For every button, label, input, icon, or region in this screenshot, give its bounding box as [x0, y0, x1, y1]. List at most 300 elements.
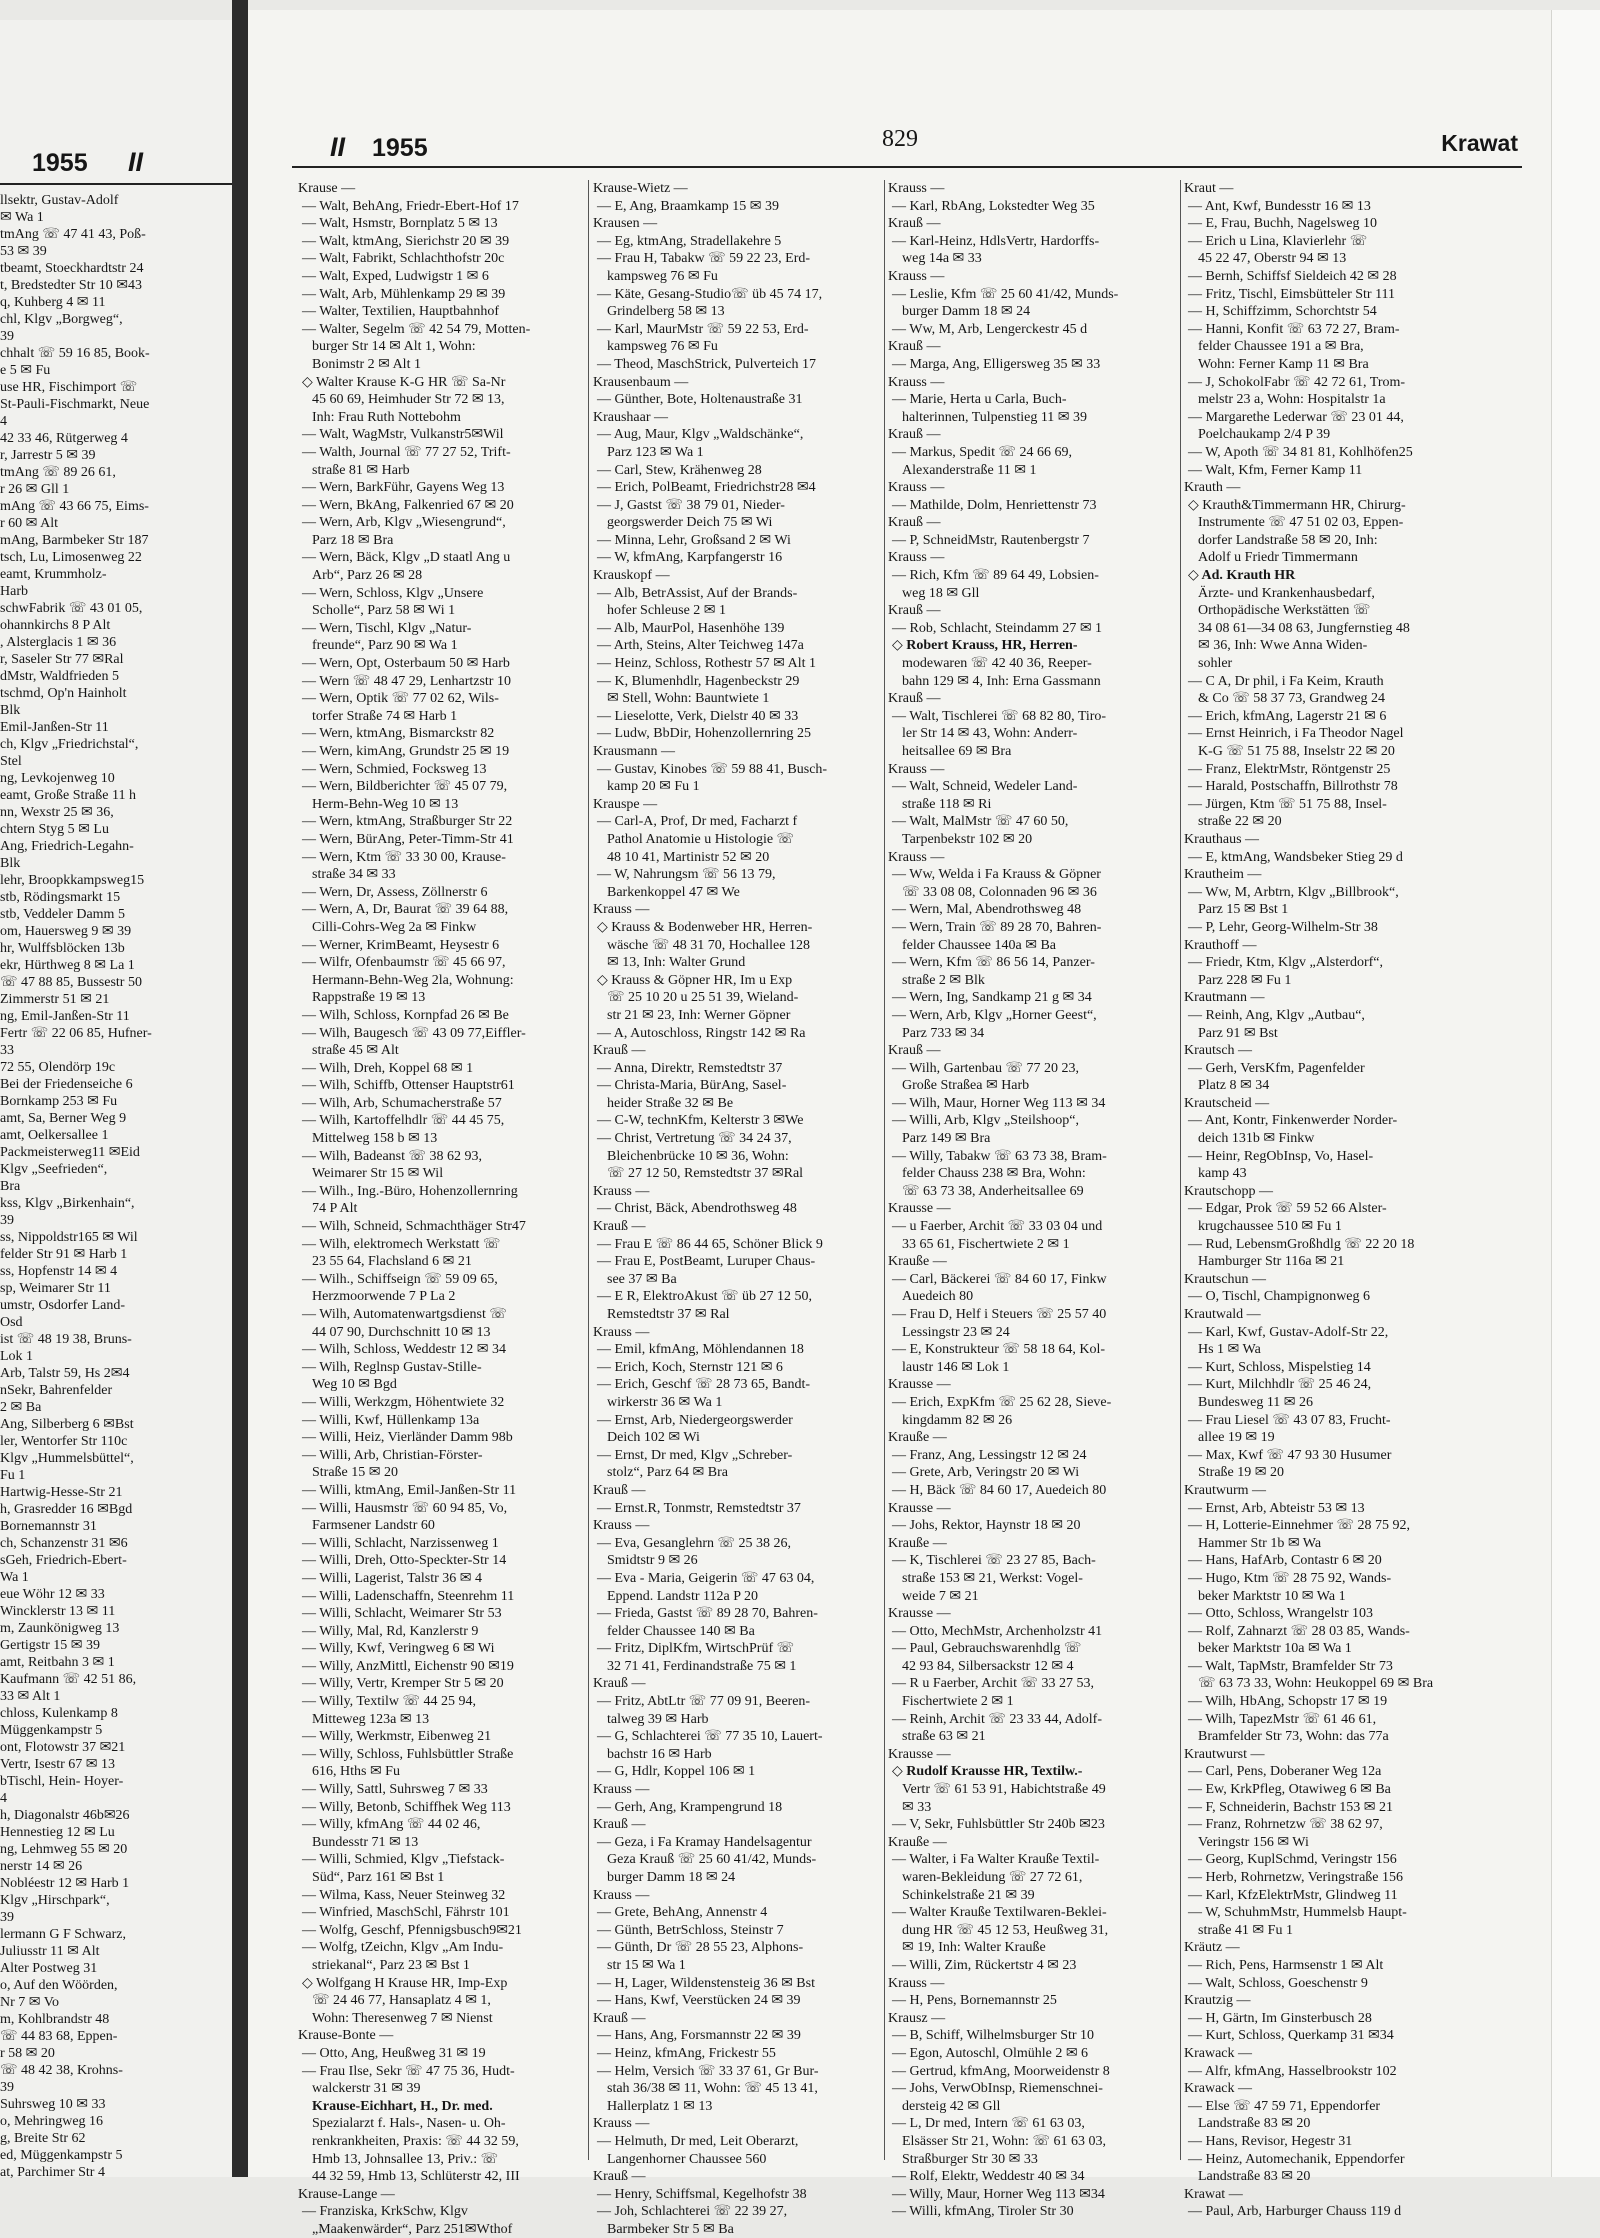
directory-column-1	[298, 180, 583, 2237]
directory-entry-line: — Geza, i Fa Kramay Handelsagentur	[597, 1834, 812, 1850]
directory-entry-line: Krausse —	[888, 1201, 951, 1217]
directory-entry-line: Krauss —	[888, 761, 945, 777]
directory-entry-line: Krauß —	[888, 339, 941, 355]
directory-entry-line: ✉ 19, Inh: Walter Krauße	[902, 1940, 1046, 1956]
left-page-line: amt, Reitbahn 3 ✉ 1	[0, 1655, 115, 1670]
directory-entry-line: — Wilh, TapezMstr ☏ 61 46 61,	[1188, 1711, 1377, 1727]
directory-entry-line: ◇ Krauth&Timmermann HR, Chirurg-	[1188, 497, 1406, 513]
directory-entry-line: „Maakenwärder“, Parz 251✉Wthof	[312, 2221, 513, 2237]
directory-entry-line: — Franz, Rohrnetzw ☏ 38 62 97,	[1188, 1817, 1383, 1833]
directory-entry-line: Krauße —	[888, 1834, 947, 1850]
directory-entry-line: wäsche ☏ 48 31 70, Hochallee 128	[607, 937, 810, 953]
left-page-line: at, Parchimer Str 4	[0, 2165, 105, 2180]
directory-entry-line: Krauthoff —	[1184, 937, 1257, 953]
directory-entry-line: Langenhorner Chaussee 560	[607, 2151, 767, 2167]
directory-entry-line: — Paul, Gebrauchswarenhdlg ☏	[892, 1641, 1082, 1657]
directory-entry-line: Krauss —	[888, 480, 945, 496]
directory-entry-line: — E, Ang, Braamkamp 15 ✉ 39	[597, 198, 780, 214]
directory-entry-line: — Joh, Schlachterei ☏ 22 39 27,	[597, 2204, 788, 2220]
directory-entry-line: beker Marktstr 10a ✉ Wa 1	[1198, 1641, 1352, 1657]
directory-entry-line: — Wern, A, Dr, Baurat ☏ 39 64 88,	[302, 902, 509, 918]
directory-entry-line: — Wilh, Schiffb, Ottenser Hauptstr61	[302, 1078, 515, 1094]
directory-entry-line: Lessingstr 23 ✉ 24	[902, 1324, 1010, 1340]
directory-entry-line: Krauss —	[593, 902, 650, 918]
directory-entry-line: laustr 146 ✉ Lok 1	[902, 1359, 1010, 1375]
directory-entry-line: Grindelberg 58 ✉ 13	[607, 304, 725, 320]
directory-entry-line: — Ernst, Arb, Abteistr 53 ✉ 13	[1188, 1500, 1365, 1516]
directory-entry-line: 74 P Alt	[312, 1201, 358, 1217]
left-page-line: r 26 ✉ Gll 1	[0, 482, 70, 497]
directory-entry-line: burger Damm 18 ✉ 24	[607, 1870, 736, 1885]
directory-entry-line: Krautscheid —	[1184, 1095, 1270, 1111]
left-page-line: Suhrsweg 10 ✉ 33	[0, 2097, 106, 2112]
left-page-line: Hartwig-Hesse-Str 21	[0, 1485, 123, 1500]
directory-entry-line: ☏ 33 08 08, Colonnaden 96 ✉ 36	[902, 884, 1097, 900]
directory-entry-line: Krautschopp —	[1184, 1183, 1274, 1199]
directory-entry-line: Ärzte- und Krankenhausbedarf,	[1198, 585, 1375, 601]
directory-entry-line: ☏ 63 73 38, Anderheitsallee 69	[902, 1183, 1084, 1199]
directory-entry-line: Krauß —	[888, 603, 941, 619]
directory-entry-line: — Wern, Kfm ☏ 86 56 14, Panzer-	[892, 955, 1095, 971]
directory-entry-line: — C A, Dr phil, i Fa Keim, Krauth	[1188, 673, 1384, 689]
left-page-line: tmAng ☏ 47 41 43, Poß-	[0, 227, 146, 242]
directory-entry-line: — Wolfg, tZeichn, Klgv „Am Indu-	[302, 1940, 504, 1956]
left-page-line: Bornemannstr 31	[0, 1519, 97, 1534]
directory-entry-line: — Willi, Heiz, Vierländer Damm 98b	[302, 1430, 513, 1446]
directory-entry-line: — Arth, Steins, Alter Teichweg 147a	[597, 638, 804, 654]
left-page-line: Wincklerstr 13 ✉ 11	[0, 1604, 116, 1619]
directory-entry-line: Remstedtstr 37 ✉ Ral	[607, 1307, 730, 1322]
left-page-line: 39	[0, 1910, 14, 1925]
directory-entry-line: Spezialarzt f. Hals-, Nasen- u. Oh-	[312, 2116, 506, 2132]
directory-entry-line: — Wern, Mal, Abendrothsweg 48	[892, 902, 1082, 918]
left-page-line: chhalt ☏ 59 16 85, Book-	[0, 346, 150, 361]
directory-entry-line: — Fritz, DiplKfm, WirtschPrüf ☏	[597, 1641, 795, 1657]
directory-entry-line: wirkerstr 36 ✉ Wa 1	[607, 1394, 723, 1410]
left-page-line: ekr, Hürthweg 8 ✉ La 1	[0, 958, 135, 973]
left-page-line: Vertr, Isestr 67 ✉ 13	[0, 1757, 115, 1772]
directory-entry-line: — Wern, ktmAng, Bismarckstr 82	[302, 726, 495, 742]
directory-entry-line: — Johs, Rektor, Haynstr 18 ✉ 20	[892, 1518, 1081, 1534]
directory-entry-line: — E R, ElektroAkust ☏ üb 27 12 50,	[597, 1289, 813, 1305]
directory-entry-line: Parz 18 ✉ Bra	[312, 532, 394, 548]
directory-entry-line: — Eva - Maria, Geigerin ☏ 47 63 04,	[597, 1570, 815, 1586]
directory-entry-line: Poelchaukamp 2/4 P 39	[1198, 427, 1331, 443]
directory-entry-line: — Günth, Dr ☏ 28 55 23, Alphons-	[597, 1940, 804, 1956]
directory-entry-line: Krause-Bonte —	[298, 2028, 394, 2044]
directory-entry-line: see 37 ✉ Ba	[607, 1271, 677, 1287]
directory-entry-line: — L, Dr med, Intern ☏ 61 63 03,	[892, 2116, 1085, 2132]
directory-entry-line: 32 71 41, Ferdinandstraße 75 ✉ 1	[607, 1658, 797, 1674]
directory-entry-line: ☏ 27 12 50, Remstedtstr 37 ✉Ral	[607, 1166, 804, 1182]
directory-entry-line: — Walt, Tischlerei ☏ 68 82 80, Tiro-	[892, 708, 1107, 724]
left-page-line: Packmeisterweg11 ✉Eid	[0, 1145, 140, 1160]
directory-entry-line: walckerstr 31 ✉ 39	[312, 2081, 421, 2097]
directory-entry-line: Platz 8 ✉ 34	[1198, 1078, 1270, 1094]
directory-entry-line: — Hans, Kwf, Veerstücken 24 ✉ 39	[597, 1993, 801, 2009]
left-page-line: chtern Styg 5 ✉ Lu	[0, 822, 109, 837]
directory-entry-line: — Heinz, Automechanik, Eppendorfer	[1188, 2151, 1405, 2167]
directory-entry-line: — Wilh, Badeanst ☏ 38 62 93,	[302, 1148, 483, 1164]
left-page-line: amt, Sa, Berner Weg 9	[0, 1111, 127, 1126]
directory-entry-line: — Leslie, Kfm ☏ 25 60 41/42, Munds-	[892, 286, 1119, 302]
directory-entry-line: Krauß —	[593, 1043, 646, 1059]
directory-entry-line: Krauth —	[1184, 480, 1241, 496]
left-page-line: ch, Klgv „Friedrichstal“,	[0, 737, 139, 752]
directory-entry-line: Landstraße 83 ✉ 20	[1198, 2116, 1311, 2132]
directory-entry-line: — Jürgen, Ktm ☏ 51 75 88, Insel-	[1188, 796, 1387, 812]
left-page-line: sGeh, Friedrich-Ebert-	[0, 1553, 127, 1568]
directory-entry-line: — Wern, Schloss, Klgv „Unsere	[302, 585, 484, 601]
directory-entry-line: ler Str 14 ✉ 43, Wohn: Anderr-	[902, 726, 1078, 742]
directory-entry-line: — Wern, BkAng, Falkenried 67 ✉ 20	[302, 497, 514, 513]
left-page-line: ont, Flotowstr 37 ✉21	[0, 1740, 126, 1755]
left-page-line: Bra	[0, 1179, 21, 1194]
directory-entry-line: — Willy, Werkmstr, Eibenweg 21	[302, 1729, 492, 1745]
directory-entry-line: Orthopädische Werkstätten ☏	[1198, 603, 1371, 619]
directory-entry-line: — Günth, BetrSchloss, Steinstr 7	[597, 1922, 784, 1938]
directory-entry-line: Krausenbaum —	[593, 374, 689, 390]
directory-entry-line: — Rob, Schlacht, Steindamm 27 ✉ 1	[892, 620, 1103, 636]
directory-entry-line: bachstr 16 ✉ Harb	[607, 1746, 712, 1762]
directory-entry-line: — Walter, Textilien, Hauptbahnhof	[302, 304, 500, 320]
directory-entry-line: — Willi, Dreh, Otto-Speckter-Str 14	[302, 1553, 507, 1569]
directory-entry-line: straße 45 ✉ Alt	[312, 1043, 399, 1059]
directory-entry-line: ◇ Krauss & Bodenweber HR, Herren-	[597, 919, 813, 935]
directory-entry-line: — Wern, Opt, Osterbaum 50 ✉ Harb	[302, 656, 510, 672]
directory-entry-line: — Käte, Gesang-Studio☏ üb 45 74 17,	[597, 286, 823, 302]
left-page-line: felder Str 91 ✉ Harb 1	[0, 1247, 128, 1262]
directory-entry-line: — Mathilde, Dolm, Henriettenstr 73	[892, 497, 1097, 513]
left-page-line: Fertr ☏ 22 06 85, Hufner-	[0, 1026, 152, 1041]
left-page-line: ss, Nippoldstr165 ✉ Wil	[0, 1230, 138, 1245]
directory-entry-line: Vertr ☏ 61 53 91, Habichtstraße 49	[902, 1782, 1106, 1798]
directory-entry-line: — Kurt, Schloss, Querkamp 31 ✉34	[1188, 2028, 1394, 2044]
directory-entry-line: — Wilh., Ing.-Büro, Hohenzollernring	[302, 1183, 518, 1199]
directory-entry-line: — Wern, Arb, Klgv „Wiesengrund“,	[302, 515, 506, 531]
left-page-line: nerstr 14 ✉ 26	[0, 1859, 83, 1874]
directory-entry-line: — Willi, Schmied, Klgv „Tiefstack-	[302, 1852, 505, 1868]
directory-entry-line: Fischertwiete 2 ✉ 1	[902, 1694, 1014, 1710]
directory-entry-line: — Egon, Autoschl, Olmühle 2 ✉ 6	[892, 2045, 1089, 2061]
directory-entry-line: ◇ Robert Krauss, HR, Herren-	[892, 638, 1078, 654]
directory-entry-line: straße 118 ✉ Ri	[902, 796, 992, 812]
directory-entry-line: K-G ☏ 51 75 88, Inselstr 22 ✉ 20	[1198, 744, 1395, 759]
directory-entry-line: Herm-Behn-Weg 10 ✉ 13	[312, 796, 459, 812]
directory-entry-line: — Wilh, Schloss, Kornpfad 26 ✉ Be	[302, 1007, 509, 1023]
directory-entry-line: — Marie, Herta u Carla, Buch-	[892, 392, 1067, 408]
directory-entry-line: — Walt, MalMstr ☏ 47 60 50,	[892, 814, 1069, 830]
directory-entry-line: Cilli-Cohrs-Weg 2a ✉ Finkw	[312, 919, 477, 935]
directory-entry-line: halterinnen, Tulpenstieg 11 ✉ 39	[902, 409, 1088, 425]
directory-entry-line: ◇ Krauss & Göpner HR, Im u Exp	[597, 972, 793, 988]
directory-entry-line: felder Chauss 238 ✉ Bra, Wohn:	[902, 1166, 1086, 1182]
directory-entry-line: — W, SchuhmMstr, Hummelsb Haupt-	[1188, 1905, 1407, 1921]
directory-entry-line: ◇ Wolfgang H Krause HR, Imp-Exp	[302, 1975, 508, 1991]
left-page-line: Ang, Friedrich-Legahn-	[0, 839, 134, 854]
directory-entry-line: — Karl, KfzElektrMstr, Glindweg 11	[1188, 1887, 1398, 1903]
directory-entry-line: — Georg, KuplSchmd, Veringstr 156	[1188, 1852, 1397, 1868]
column-divider	[884, 180, 885, 2160]
directory-entry-line: — Walt, WagMstr, Vulkanstr5✉Wil	[302, 427, 504, 443]
directory-entry-line: torfer Straße 74 ✉ Harb 1	[312, 708, 458, 724]
directory-entry-line: modewaren ☏ 42 40 36, Reeper-	[902, 656, 1092, 672]
directory-entry-line: Krauß —	[593, 1219, 646, 1235]
directory-entry-line: Krausmann —	[593, 744, 676, 759]
directory-entry-line: — Eg, ktmAng, Stradellakehre 5	[597, 233, 782, 249]
left-page-line: Müggenkampstr 5	[0, 1723, 103, 1738]
directory-entry-line: — Ernst Heinrich, i Fa Theodor Nagel	[1188, 726, 1404, 742]
directory-entry-line: — Willi, Werkzgm, Höhentwiete 32	[302, 1394, 505, 1410]
directory-entry-line: — Erich, ExpKfm ☏ 25 62 28, Sieve-	[892, 1394, 1112, 1410]
left-page-line: m, Kohlbrandstr 48	[0, 2012, 110, 2027]
directory-entry-line: — Aug, Maur, Klgv „Waldschänke“,	[597, 427, 804, 443]
directory-entry-line: Instrumente ☏ 47 51 02 03, Eppen-	[1198, 515, 1404, 531]
directory-entry-line: ✉ 33	[902, 1799, 932, 1815]
directory-entry-line: — Rud, LebensmGroßhdlg ☏ 22 20 18	[1188, 1236, 1415, 1252]
directory-entry-line: Krauskopf —	[593, 568, 670, 584]
left-page-line: e 5 ✉ Fu	[0, 363, 51, 378]
left-page-line: umstr, Osdorfer Land-	[0, 1298, 126, 1313]
directory-entry-line: — Wilh, elektromech Werkstatt ☏	[302, 1236, 501, 1252]
left-page-line: o, Auf den Wöörden,	[0, 1978, 118, 1993]
directory-entry-line: — W, Nahrungsm ☏ 56 13 79,	[597, 867, 776, 883]
left-page-line: tbeamt, Stoeckhardtstr 24	[0, 261, 144, 276]
directory-entry-line: — Frau E, PostBeamt, Luruper Chaus-	[597, 1254, 816, 1270]
column-divider	[1180, 180, 1181, 2160]
directory-entry-line: Straße 15 ✉ 20	[312, 1465, 398, 1481]
directory-entry-line: Landstraße 83 ✉ 20	[1198, 2169, 1311, 2185]
left-page-line: chl, Klgv „Borgweg“,	[0, 312, 123, 327]
directory-entry-line: — Walt, Schloss, Goeschenstr 9	[1188, 1975, 1368, 1991]
directory-entry-line: — Willi, Schlacht, Weimarer Str 53	[302, 1606, 502, 1622]
directory-entry-line: — Ernst, Dr med, Klgv „Schreber-	[597, 1447, 793, 1463]
left-page-line: g, Breite Str 62	[0, 2131, 86, 2146]
directory-entry-line: Parz 228 ✉ Fu 1	[1198, 972, 1292, 988]
directory-entry-line: straße 63 ✉ 21	[902, 1729, 986, 1745]
directory-entry-line: Deich 102 ✉ Wi	[607, 1430, 700, 1446]
directory-entry-line: — Markus, Spedit ☏ 24 66 69,	[892, 444, 1073, 460]
directory-entry-line: — Christa-Maria, BürAng, Sasel-	[597, 1078, 787, 1094]
left-page-line: bTischl, Hein- Hoyer-	[0, 1774, 124, 1789]
directory-entry-line: 42 93 84, Silbersackstr 12 ✉ 4	[902, 1658, 1074, 1674]
directory-entry-line: — A, Autoschloss, Ringstr 142 ✉ Ra	[597, 1025, 806, 1041]
directory-entry-line: — Gustav, Kinobes ☏ 59 88 41, Busch-	[597, 761, 828, 777]
directory-entry-line: — Kurt, Schloss, Mispelstieg 14	[1188, 1359, 1371, 1375]
directory-entry-line: — Heinr, RegObInsp, Vo, Hasel-	[1188, 1148, 1374, 1164]
column-divider	[588, 180, 589, 2160]
directory-entry-line: Auedeich 80	[902, 1289, 974, 1305]
directory-entry-line: — Friedr, Ktm, Klgv „Alsterdorf“,	[1188, 955, 1384, 971]
left-page-line: ch, Schanzenstr 31 ✉6	[0, 1536, 128, 1551]
left-page-line: 4	[0, 414, 7, 429]
directory-entry-line: Krauß —	[593, 1676, 646, 1692]
directory-entry-line: — Ludw, BbDir, Hohenzollernring 25	[597, 726, 811, 742]
left-page-line: Stel	[0, 754, 22, 769]
directory-entry-line: straße 2 ✉ Blk	[902, 972, 985, 988]
directory-entry-line: — Willy, Mal, Rd, Kanzlerstr 9	[302, 1623, 479, 1639]
directory-entry-line: Straße 19 ✉ 20	[1198, 1465, 1284, 1481]
left-page-line: Blk	[0, 856, 21, 871]
directory-entry-line: — O, Tischl, Champignonweg 6	[1188, 1289, 1371, 1305]
directory-page-829	[248, 10, 1600, 2237]
directory-entry-line: — Frau D, Helf i Steuers ☏ 25 57 40	[892, 1307, 1107, 1322]
directory-entry-line: — Erich, PolBeamt, Friedrichstr28 ✉4	[597, 480, 816, 496]
directory-entry-line: Krauss —	[593, 1324, 650, 1340]
left-page-line: Nr 7 ✉ Vo	[0, 1995, 60, 2010]
directory-entry-line: — Wilh, Baugesch ☏ 43 09 77,Eiffler-	[302, 1025, 526, 1041]
directory-entry-line: — H, Lager, Wildenstensteig 36 ✉ Bst	[597, 1975, 815, 1991]
directory-entry-line: bahn 129 ✉ 4, Inh: Erna Gassmann	[902, 673, 1101, 689]
left-page-line: lehr, Broopkkampsweg15	[0, 873, 145, 888]
directory-entry-line: dung HR ☏ 45 12 53, Heußweg 31,	[902, 1922, 1109, 1938]
directory-entry-line: Farmsener Landstr 60	[312, 1518, 435, 1534]
directory-entry-line: — Ernst.R, Tonmstr, Remstedtstr 37	[597, 1500, 801, 1516]
directory-entry-line: — Ww, M, Arb, Lengerckestr 45 d	[892, 321, 1088, 337]
left-page-line: 72 55, Olendörp 19c	[0, 1060, 116, 1075]
directory-entry-line: — Ww, Welda i Fa Krauss & Göpner	[892, 867, 1101, 883]
directory-entry-line: Süd“, Parz 161 ✉ Bst 1	[312, 1870, 445, 1885]
left-page-line: , Alsterglacis 1 ✉ 36	[0, 635, 117, 650]
directory-entry-line: — Paul, Arb, Harburger Chauss 119 d	[1188, 2204, 1402, 2220]
directory-entry-line: Krautwald —	[1184, 1307, 1261, 1322]
left-page-line: stb, Rödingsmarkt 15	[0, 890, 121, 905]
directory-entry-line: — Wern, Optik ☏ 77 02 62, Wils-	[302, 691, 499, 707]
directory-entry-line: — Rolf, Elektr, Weddestr 40 ✉ 34	[892, 2169, 1085, 2185]
left-page-line: nSekr, Bahrenfelder	[0, 1383, 113, 1398]
directory-entry-line: — Max, Kwf ☏ 47 93 30 Husumer	[1188, 1447, 1392, 1463]
directory-entry-line: — J, SchokolFabr ☏ 42 72 61, Trom-	[1188, 374, 1406, 390]
directory-entry-line: 616, Hths ✉ Fu	[312, 1764, 400, 1780]
directory-entry-line: str 15 ✉ Wa 1	[607, 1957, 686, 1973]
directory-entry-line: Krausen —	[593, 216, 658, 232]
directory-entry-line: — Wilh, Reglnsp Gustav-Stille-	[302, 1359, 482, 1375]
directory-entry-line: — Hans, Ang, Forsmannstr 22 ✉ 39	[597, 2028, 801, 2044]
directory-entry-line: Krauss —	[888, 268, 945, 284]
left-page-line: t, Bredstedter Str 10 ✉43	[0, 278, 142, 293]
directory-entry-line: Eppend. Landstr 112a P 20	[607, 1588, 758, 1604]
directory-entry-line: Hs 1 ✉ Wa	[1198, 1342, 1261, 1358]
directory-entry-line: — Willi, Ladenschaffn, Steenrehm 11	[302, 1588, 515, 1604]
directory-entry-line: Krauß —	[888, 691, 941, 707]
directory-entry-line: Krauße —	[888, 1535, 947, 1551]
left-page-line: eamt, Große Straße 11 h	[0, 788, 136, 803]
directory-entry-line: — Wilh, Schneid, Schmachthäger Str47	[302, 1219, 526, 1235]
directory-entry-line: — Minna, Lehr, Großsand 2 ✉ Wi	[597, 532, 791, 548]
directory-entry-line: ☏ 25 10 20 u 25 51 39, Wieland-	[607, 990, 799, 1006]
directory-entry-line: heitsallee 69 ✉ Bra	[902, 744, 1012, 759]
directory-entry-line: — Reinh, Ang, Klgv „Autbau“,	[1188, 1007, 1365, 1023]
left-page-line: ed, Müggenkampstr 5	[0, 2148, 123, 2163]
book-gutter	[232, 0, 248, 2177]
directory-entry-line: heider Straße 32 ✉ Be	[607, 1095, 734, 1111]
directory-entry-line: — Willi, ktmAng, Emil-Janßen-Str 11	[302, 1482, 517, 1498]
directory-entry-line: — Fritz, Tischl, Eimsbütteler Str 111	[1188, 286, 1396, 302]
directory-entry-line: Krauße —	[888, 1430, 947, 1446]
directory-entry-line: Inh: Frau Ruth Nottebohm	[312, 409, 461, 425]
directory-entry-line: — Frau Liesel ☏ 43 07 83, Frucht-	[1188, 1412, 1391, 1428]
directory-entry-line: Kraushaar —	[593, 409, 669, 425]
directory-entry-line: Krauss —	[888, 374, 945, 390]
page-number: 829	[882, 126, 918, 152]
left-page-line: r 58 ✉ 20	[0, 2046, 55, 2061]
directory-entry-line: Krauß —	[888, 216, 941, 232]
left-page-line: Juliusstr 11 ✉ Alt	[0, 1944, 100, 1959]
left-page-line: tschmd, Op'n Hainholt	[0, 686, 127, 701]
directory-entry-line: — P, SchneidMstr, Rautenbergstr 7	[892, 532, 1090, 548]
left-page-line: mAng, Barmbeker Str 187	[0, 533, 149, 548]
directory-column-3	[888, 180, 1176, 2220]
directory-entry-line: Pathol Anatomie u Histologie ☏	[607, 831, 795, 847]
directory-entry-line: — Wern, Tischl, Klgv „Natur-	[302, 620, 472, 636]
directory-entry-line: Scholle“, Parz 58 ✉ Wi 1	[312, 603, 456, 619]
directory-entry-line: Krauß —	[593, 2169, 646, 2185]
directory-entry-line: — K, Blumenhdlr, Hagenbeckstr 29	[597, 673, 800, 689]
directory-entry-line: — Erich, Geschf ☏ 28 73 65, Bandt-	[597, 1377, 811, 1393]
directory-entry-line: Schinkelstraße 21 ✉ 39	[902, 1887, 1035, 1903]
directory-entry-line: — Walt, Schneid, Wedeler Land-	[892, 779, 1078, 795]
directory-entry-line: Krauß —	[593, 2010, 646, 2026]
directory-entry-line: — H, Pens, Bornemannstr 25	[892, 1993, 1057, 2009]
left-page-line: Osd	[0, 1315, 23, 1330]
directory-entry-line: freunde“, Parz 90 ✉ Wa 1	[312, 638, 458, 654]
directory-entry-line: Krauss —	[593, 1782, 650, 1798]
directory-column-4	[1184, 180, 1484, 2220]
left-page-line: ng, Emil-Janßen-Str 11	[0, 1009, 130, 1024]
directory-entry-line: Hmb 13, Johnsallee 13, Priv.: ☏	[312, 2151, 499, 2167]
directory-entry-line: — Willy, AnzMittl, Eichenstr 90 ✉19	[302, 1658, 514, 1674]
directory-entry-line: — Wilh, Maur, Horner Weg 113 ✉ 34	[892, 1095, 1106, 1111]
directory-entry-line: — Alb, BetrAssist, Auf der Brands-	[597, 585, 798, 601]
directory-entry-line: — Ant, Kwf, Bundesstr 16 ✉ 13	[1188, 198, 1371, 214]
left-page-line: Klgv „Seefrieden“,	[0, 1162, 108, 1177]
directory-entry-line: — Wern, Ing, Sandkamp 21 g ✉ 34	[892, 990, 1092, 1006]
directory-entry-line: Krauß —	[888, 515, 941, 531]
directory-entry-line: georgswerder Deich 75 ✉ Wi	[607, 515, 773, 531]
directory-entry-line: Parz 123 ✉ Wa 1	[607, 444, 704, 460]
directory-entry-line: — Wilh, Dreh, Koppel 68 ✉ 1	[302, 1060, 474, 1076]
directory-entry-line: — Bernh, Schiffsf Sieldeich 42 ✉ 28	[1188, 268, 1397, 284]
directory-entry-line: 34 08 61—34 08 63, Jungfernstieg 48	[1198, 620, 1410, 636]
directory-entry-line: — Willi, Kwf, Hüllenkamp 13a	[302, 1412, 480, 1428]
left-page-line: ist ☏ 48 19 38, Bruns-	[0, 1332, 132, 1347]
left-page-line: eue Wöhr 12 ✉ 33	[0, 1587, 105, 1602]
directory-entry-line: straße 22 ✉ 20	[1198, 814, 1282, 830]
directory-entry-line: Wohn: Ferner Kamp 11 ✉ Bra	[1198, 356, 1369, 372]
left-page-line: ss, Hopfenstr 14 ✉ 4	[0, 1264, 118, 1279]
directory-entry-line: Krawat —	[1184, 2186, 1243, 2202]
directory-entry-line: 44 07 90, Durchschnitt 10 ✉ 13	[312, 1324, 491, 1340]
left-page-line: 39	[0, 2080, 14, 2095]
directory-entry-line: Krauße —	[888, 1254, 947, 1270]
directory-entry-line: — Helmuth, Dr med, Leit Oberarzt,	[597, 2133, 799, 2149]
directory-entry-line: — Herb, Rohrnetzw, Veringstraße 156	[1188, 1870, 1404, 1885]
left-page-line: Fu 1	[0, 1468, 26, 1483]
directory-entry-line: — Wern, ktmAng, Straßburger Str 22	[302, 814, 513, 830]
directory-entry-line: Hermann-Behn-Weg 2la, Wohnung:	[312, 972, 514, 988]
directory-entry-line: krugchaussee 510 ✉ Fu 1	[1198, 1219, 1342, 1235]
left-page-line: llsektr, Gustav-Adolf	[0, 193, 119, 208]
left-page-line: nn, Wexstr 25 ✉ 36,	[0, 805, 114, 820]
directory-entry-line: — Karl, Kwf, Gustav-Adolf-Str 22,	[1188, 1324, 1389, 1340]
directory-entry-line: felder Chaussee 191 a ✉ Bra,	[1198, 339, 1364, 355]
directory-entry-line: Krauss —	[888, 181, 945, 196]
directory-entry-line: — Willy, Sattl, Suhrsweg 7 ✉ 33	[302, 1782, 488, 1798]
directory-entry-line: weide 7 ✉ 21	[902, 1588, 979, 1604]
directory-entry-line: — Walt, Fabrikt, Schlachthofstr 20c	[302, 251, 505, 267]
directory-entry-line: ◇ Rudolf Krausse HR, Textilw.-	[892, 1764, 1083, 1780]
directory-entry-line: — Gerh, VersKfm, Pagenfelder	[1188, 1060, 1365, 1076]
